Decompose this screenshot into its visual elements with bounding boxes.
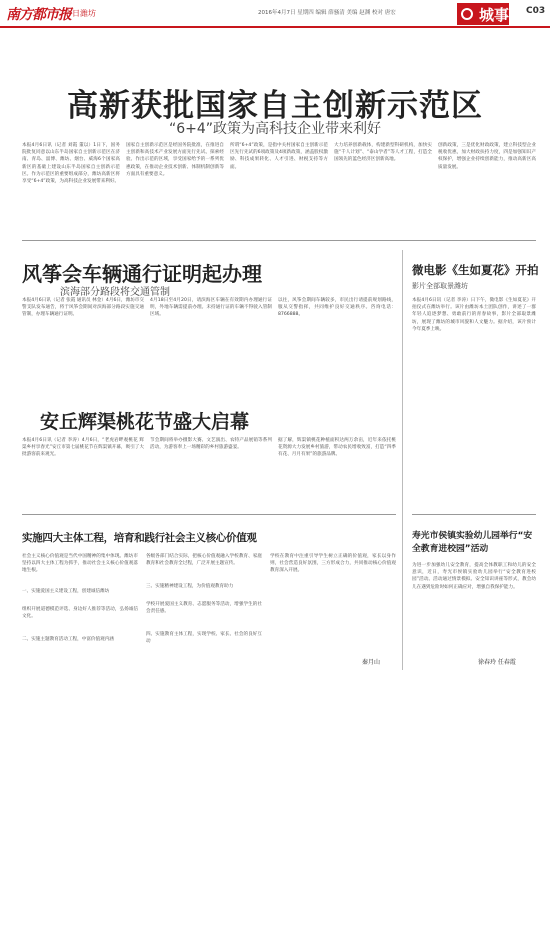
kite-col-2: 4月18日至4月20日，请滨海区车辆在有效期内办理通行证明，外地车辆需提前办理。未持通行证的车辆不得驶入管制区域。 xyxy=(150,298,272,318)
kite-subhead: 滨海部分路段将交通管制 xyxy=(60,287,170,298)
values-section-2: 二、实施主题教育活动工程，中富价值观内涵 xyxy=(22,637,114,642)
lead-col-2: 国家自主创新示范区是经国务院批准，在推进自主创新和高技术产业发展方面先行先试、探索经验、作出示范的区域，享受国家给予的一系列优惠政策，在推动企业技术创新、体制机制创新等方面具有重要意义。 xyxy=(126,143,224,177)
section-label: 城事 xyxy=(479,6,510,24)
edition-label: 今日潍坊 xyxy=(64,9,96,18)
section-divider xyxy=(22,240,536,241)
peach-col-3: 据了解，辉渠镇桃花种植面积达两万余亩，近年来依托桃花资源大力发展乡村旅游，带动农民增收致富，打造“四季有花、月月有果”的旅游品牌。 xyxy=(278,438,396,458)
kite-col-3: 以往，风筝会期间车辆较多，市民出行请提前规划路线，服从交警指挥，共同维护良好交通秩序。咨询电话：8766888。 xyxy=(278,298,396,318)
kite-headline: 风筝会车辆通行证明起办理 xyxy=(22,262,262,286)
page-number: C03 xyxy=(526,6,546,16)
lead-headline: 高新获批国家自主创新示范区 xyxy=(67,88,483,124)
lead-subhead: “6+4”政策为高科技企业带来利好 xyxy=(168,121,382,137)
peach-col-1: 本报4月6日讯（记者 李涛）4月6日，“老虎岩畔观桃花 辉渠乡村享春光”安丘市第七届桃花节在辉渠镇开幕，吸引了大批游客前来观光。 xyxy=(22,438,144,458)
kinder-body: 为进一步加强幼儿安全教育，提高全体教职工和幼儿的安全意识，近日，寿光市侯镇实验幼儿园举行“安全教育进校园”活动。活动通过情景模拟、安全知识讲座等形式，教会幼儿在遇到危险时如何正确应对，增强自我保护能力。 xyxy=(412,563,536,590)
lead-col-5: 创新政策，三是优化财政政策，建立科技型企业税收优惠，加大财政扶持力度，四是加强知识产权保护，增强企业持续创新能力，推动高新区高质量发展。 xyxy=(438,143,536,170)
lead-col-4: 大力培养创新载体，构建新型科研机构，加快实施“千人计划”、“泰山学者”等人才工程，打造全国领先的蓝色经济区创新高地。 xyxy=(334,143,432,163)
kinder-byline: 徐春玲 任春霞 xyxy=(478,659,516,666)
values-section-3: 三、实施精神建设工程，为价值观教育助力 xyxy=(146,584,234,589)
values-col-1: 社会主义核心价值观是当代中国精神的集中体现。潍坊市坚持以四大主体工程为抓手，推动社会主义核心价值观落地生根。 xyxy=(22,554,138,574)
masthead-logo: 南方都市报 xyxy=(6,7,71,23)
lead-col-3: 所谓“6+4”政策，是指中关村国家自主创新示范区先行先试的6项政策及4项新政策，涵盖股权激励、科技成果转化、人才引进、财税支持等方面。 xyxy=(230,143,328,170)
values-col-2: 各级各部门结合实际，把核心价值观融入学校教育、家庭教育和社会教育全过程，广泛开展主题宣传。 xyxy=(146,554,262,567)
lead-col-1: 本报4月6日讯（记者 刘霞 董以）1日下，国务院批复同意以山东半岛国家自主创新示范区在济南、青岛、淄博、潍坊、烟台、威海6个国家高新区的基础上建设山东半岛国家自主创新示范区。作为示范区的重要组成部分，潍坊高新区将享受“6+4”政策，为高科技企业发展带来利好。 xyxy=(22,143,120,185)
section-badge xyxy=(457,3,527,25)
kite-col-1: 本报4月6日讯（记者 张霞 通讯员 林金）4月6日，潍坊市交警支队发布通告，将于风筝会期间对滨海部分路段实施交通管制，办理车辆通行证明。 xyxy=(22,298,144,318)
values-col-2b: 学校开展爱国主义教育、志愿服务等活动，增强学生的社会责任感。 xyxy=(146,602,262,615)
values-section-1: 一、实施爱国主义建设工程，创建诚信潍坊 xyxy=(22,589,110,594)
section-divider xyxy=(412,514,536,515)
values-headline: 实施四大主体工程，培育和践行社会主义核心价值观 xyxy=(22,532,257,544)
film-body: 本报4月6日讯（记者 李涛）日下午，微电影《生如夏花》开拍仪式在潍坊举行。该片由潍坊本土团队创作，讲述了一群年轻人追逐梦想、勇敢前行的青春故事，影片全部取景潍坊，展现了潍坊的城市风貌和人文魅力。据介绍，该片预计今年夏季上映。 xyxy=(412,298,536,332)
issue-meta: 2016年4月7日 星期四 编辑 薛骚清 美编 赵渊 校对 唐宏 xyxy=(258,10,396,16)
column-divider xyxy=(402,250,403,670)
kinder-headline: 寿光市侯镇实验幼儿园举行“安全教育进校园”活动 xyxy=(412,531,533,554)
city-section-icon xyxy=(461,8,473,20)
film-headline: 微电影《生如夏花》开拍 xyxy=(412,263,539,277)
values-col-1b: 组织开展道德模范评选、身边好人推荐等活动，弘扬诚信文化。 xyxy=(22,607,138,620)
masthead-rule xyxy=(0,26,550,28)
section-divider xyxy=(22,514,396,515)
peach-headline: 安丘辉渠桃花节盛大启幕 xyxy=(40,411,250,433)
values-section-4: 四、实施教育主体工程，实现学校、家长、社会的良好互动 xyxy=(146,632,262,645)
values-col-3: 学校在教育中注重引导学生树立正确的价值观，家长以身作则，社会营造良好氛围，三方形成合力，共同推动核心价值观教育深入开展。 xyxy=(270,554,396,574)
values-byline: 秦月山 xyxy=(362,659,381,666)
film-subhead: 影片全部取景潍坊 xyxy=(412,282,468,290)
peach-col-2: 节会期间将举办摄影大赛、文艺演出、农特产品展销等系列活动，为游客奉上一场精彩的乡村旅游盛宴。 xyxy=(150,438,272,451)
